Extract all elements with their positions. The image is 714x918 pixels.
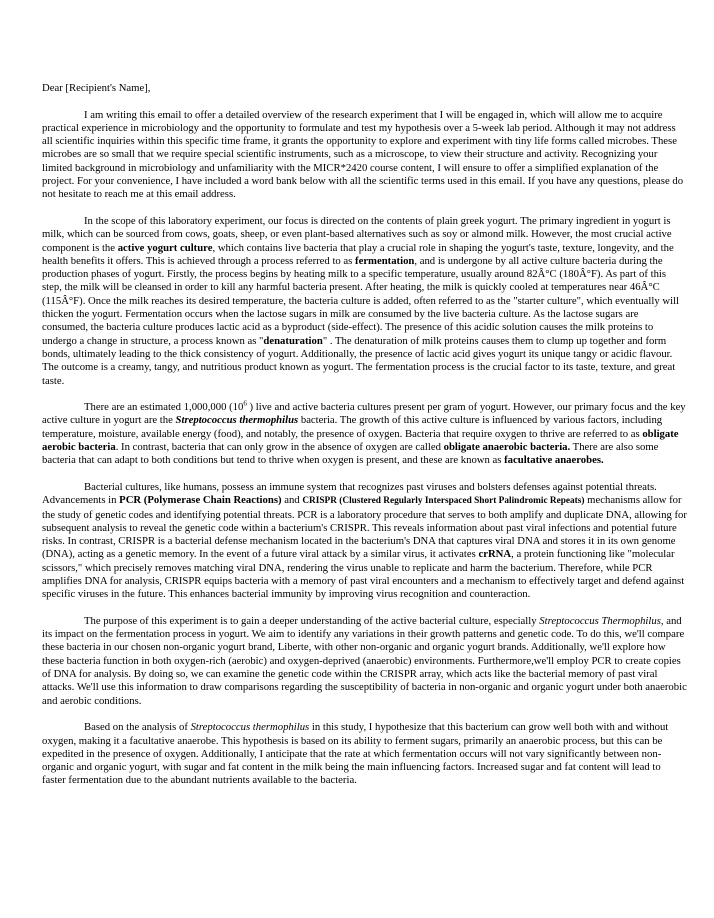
text-run: and xyxy=(281,494,303,507)
term-crrna: crRNA xyxy=(478,548,512,561)
term-streptococcus-thermophilus-italic: Streptococcus Thermophilus xyxy=(539,614,661,627)
paragraph-intro xyxy=(42,109,687,202)
paragraph-intro-text: I am writing this email to offer a detailed overview of the research experiment that I will be engaged in, which will allow me to acquire practical experience in microbiology and the opportunity to formulate and test my hypothesis over a 5-week lab period. Although it may not address all scientific inquiries within this specific time frame, it grants the opportunity to explore and experiment with tiny life forms called microbes. These microbes are so small that we require special scientific instruments, such as a microscope, to view their structure and activity. Recognizing your limited background in microbiology and unfamiliarity with the MICR*2420 course content, I will ensure to offer a simplified explanation of the project. For your convenience, I have included a word bank below with all the scientific terms used in this email. If you have any questions, please do not hesitate to reach me at this email address. xyxy=(42,108,684,201)
text-run: There are an estimated 1,000,000 (10 xyxy=(84,401,244,414)
term-denaturation: denaturation xyxy=(263,334,323,347)
term-crispr: CRISPR (Clustered Regularly Interspaced Short Palindromic Repeats) xyxy=(302,496,585,507)
text-run: " . The denaturation of milk proteins causes them to clump up together and form bonds, ultimately leading to the thick consistency of yogurt. Additionally, the presence of lactic acid gives yogurt its unique tangy or acidic flavour. The outcome is a creamy, tangy, and nutritious product known as yogurt. The fermentation process is the crucial factor to its taste, texture, and great taste. xyxy=(42,334,676,387)
paragraph-pcr-crispr xyxy=(42,481,687,602)
text-run: , which contains live bacteria that play a crucial role in shaping the yogurt's taste, texture, longevity, and the health benefits it offers. This is achieved through a process referred to as xyxy=(42,241,674,267)
text-run: The purpose of this experiment is to gain a deeper understanding of the active bacterial culture, especially xyxy=(84,614,540,627)
term-obligate-aerobic: obligate aerobic bacteria xyxy=(42,427,679,454)
salutation: Dear [Recipient's Name], xyxy=(42,82,151,94)
paragraph-hypothesis xyxy=(42,721,687,787)
paragraph-bacteria xyxy=(42,401,687,467)
text-run: In the scope of this laboratory experiment, our focus is directed on the contents of plain greek yogurt. The primary ingredient in yogurt is milk, which can be sourced from cows, goats, sheep, or even plant-based alternatives such as soy or almond milk. However, the most crucial active component is the xyxy=(42,214,672,254)
text-run: ) live and active bacteria cultures present per gram of yogurt. However, our primary focus and the key active culture in yogurt are the xyxy=(42,401,686,427)
paragraph-fermentation xyxy=(42,215,687,388)
text-run: Bacterial cultures, like humans, possess an immune system that recognizes past viruses and bolsters defenses against potential threats. Advancements in xyxy=(42,480,657,507)
term-streptococcus-thermophilus: Streptococcus thermophilus xyxy=(175,414,299,427)
text-run: , and its impact on the fermentation process in yogurt. We aim to identify any variations in their growth patterns and genetic code. To do this, we'll compare these bacteria in our chosen non-organic yogurt brand, Liberte, with other non-organic and organic yogurt brands. Additionally, we'll explore how these bacteria function in both oxygen-rich (aerobic) and oxygen-deprived (anaerobic) environments. Furthermore,we'll employ PCR to create copies of DNA for analysis. By doing so, we can examine the genetic code within the CRISPR array, which acts like the bacterial memory of past viral attacks. We'll use this information to draw comparisons regarding the susceptibility of bacteria in non-organic and organic yogurt under both anaerobic and aerobic conditions. xyxy=(42,614,687,707)
term-pcr: PCR (Polymerase Chain Reactions) xyxy=(119,494,282,507)
term-streptococcus-thermophilus-italic: Streptococcus thermophilus xyxy=(190,721,310,734)
term-active-yogurt-culture: active yogurt culture xyxy=(117,241,213,254)
term-facultative-anaerobes: facultative anaerobes. xyxy=(504,454,604,467)
text-run: bacteria. The growth of this active culture is influenced by various factors, including temperature, moisture, available energy (food), and notably, the presence of oxygen. Bacteria that require oxygen to thrive are referred to as xyxy=(42,414,663,440)
email-document xyxy=(42,82,687,801)
exponent: 6 xyxy=(243,399,247,408)
text-run: mechanisms allow for the study of genetic codes and identifying potential threats. PCR is a laboratory procedure that serves to both amplify and duplicate DNA, allowing for subsequent analysis to reveal the genetic code within a bacterium's CRISPR. This reveals information about past viral infections and potential future risks. In contrast, CRISPR is a bacterial defense mechanism located in the bacterium's DNA that captures viral DNA and stores it in its own genome (DNA), acting as a genetic memory. In the event of a future viral attack by a similar virus, it activates xyxy=(42,494,687,561)
paragraph-purpose xyxy=(42,615,687,708)
text-run: Based on the analysis of xyxy=(84,721,191,734)
text-run: There are also some bacteria that can adapt to both conditions but tend to thrive when oxygen is present, and these are known as xyxy=(42,441,659,467)
term-obligate-anaerobic: obligate anaerobic bacteria. xyxy=(443,441,571,454)
text-run: , and is undergone by all active culture bacteria during the production phases of yogurt. Firstly, the process begins by heating milk to a specific temperature, usually around 82Â°C (180Â°F). As part of this step, the milk will be cleansed in order to kill any harmful bacteria present. After heating, the milk is quickly cooled at temperatures near 46Â°C (115Â°F). Once the milk reaches its desired temperature, the bacteria culture is added, often referred to as the "starter culture", which eventually will thicken the yogurt. Fermentation occurs when the lactose sugars in milk are consumed by the live bacteria culture. As the lactose sugars are consumed, the bacteria culture produces lactic acid as a byproduct (side-effect). The presence of this acidic solution causes the milk proteins to undergo a change in structure, a process known as " xyxy=(42,254,679,347)
text-run: . In contrast, bacteria that can only grow in the absence of oxygen are called xyxy=(115,441,444,454)
term-fermentation: fermentation xyxy=(355,254,415,267)
text-run: , a protein functioning like "molecular scissors," which precisely removes matching viral DNA, rendering the virus unable to replicate and harm the bacterium. Therefore, while PCR amplifies DNA for analysis, CRISPR equips bacteria with a memory of past viral encounters and a mechanism to effectively target and defend against specific viruses in the future. This enhances bacterial immunity by improving virus recognition and counteraction. xyxy=(42,548,685,601)
text-run: in this study, I hypothesize that this bacterium can grow well both with and without oxygen, making it a facultative anaerobe. This hypothesis is based on its ability to ferment sugars, primarily an anaerobic process, but this can be expedited in the presence of oxygen. Additionally, I anticipate that the rate at which fermentation occurs will not vary significantly between non-organic and organic yogurt, with sugar and fat content in the milk being the main influencing factors. Increased sugar and fat content will lead to faster fermentation due to the abundant nutrients available to the bacteria. xyxy=(42,721,669,787)
